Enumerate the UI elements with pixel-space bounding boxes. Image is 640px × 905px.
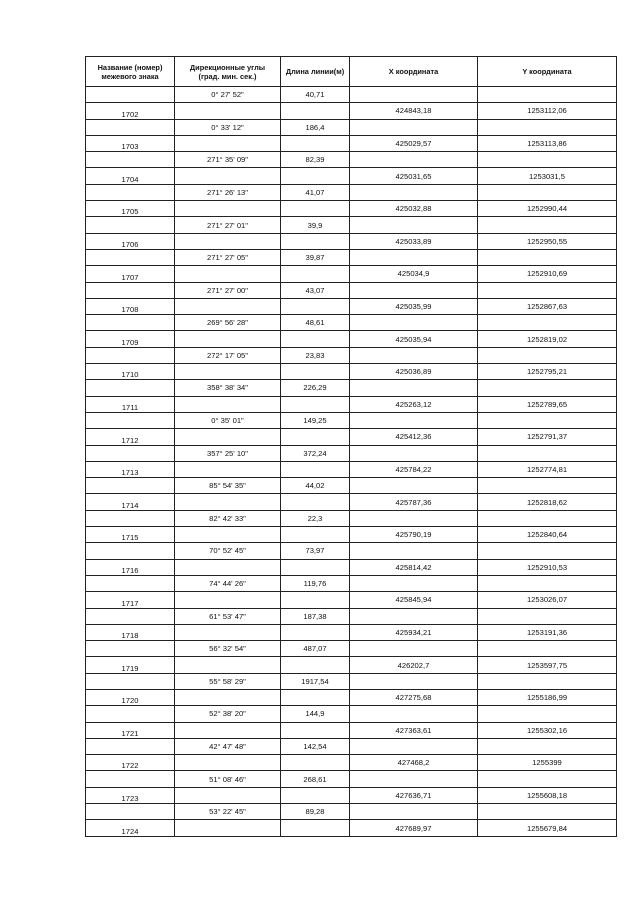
x-cell <box>350 380 478 396</box>
length-cell <box>281 135 350 151</box>
x-cell <box>350 282 478 298</box>
x-coordinate-cell: 425787,36 <box>350 494 478 510</box>
name-cell <box>86 347 175 363</box>
x-coordinate-cell: 425934,21 <box>350 624 478 640</box>
x-coordinate-cell: 425784,22 <box>350 461 478 477</box>
y-coordinate-cell: 1253113,86 <box>478 135 617 151</box>
x-coordinate-cell: 425412,36 <box>350 429 478 445</box>
length-cell <box>281 527 350 543</box>
angle-cell <box>175 429 281 445</box>
x-cell <box>350 771 478 787</box>
y-cell <box>478 217 617 233</box>
y-coordinate-cell: 1255608,18 <box>478 787 617 803</box>
x-cell <box>350 347 478 363</box>
table-row-segment <box>86 641 617 657</box>
angle-cell: 0° 33' 12" <box>175 119 281 135</box>
length-cell <box>281 168 350 184</box>
length-cell: 89,28 <box>281 804 350 820</box>
table-row-point <box>86 135 617 151</box>
x-coordinate-cell: 425036,89 <box>350 364 478 380</box>
angle-cell: 85° 54' 35" <box>175 478 281 494</box>
table-row-point <box>86 331 617 347</box>
table-body <box>86 87 617 837</box>
table-row-segment <box>86 152 617 168</box>
length-cell <box>281 624 350 640</box>
x-coordinate-cell: 425845,94 <box>350 592 478 608</box>
table-row-point <box>86 527 617 543</box>
y-cell <box>478 706 617 722</box>
y-coordinate-cell: 1252791,37 <box>478 429 617 445</box>
point-name-cell: 1715 <box>86 527 175 543</box>
angle-cell <box>175 592 281 608</box>
length-cell: 73,97 <box>281 543 350 559</box>
length-cell: 43,07 <box>281 282 350 298</box>
angle-cell <box>175 233 281 249</box>
x-cell <box>350 641 478 657</box>
length-cell: 48,61 <box>281 315 350 331</box>
y-coordinate-cell: 1252840,64 <box>478 527 617 543</box>
x-coordinate-cell: 425033,89 <box>350 233 478 249</box>
angle-cell <box>175 527 281 543</box>
length-cell <box>281 592 350 608</box>
length-cell: 41,07 <box>281 184 350 200</box>
angle-cell: 55° 58' 29" <box>175 673 281 689</box>
y-cell <box>478 738 617 754</box>
length-cell: 22,3 <box>281 510 350 526</box>
angle-cell <box>175 559 281 575</box>
length-cell: 39,87 <box>281 249 350 265</box>
name-cell <box>86 152 175 168</box>
x-cell <box>350 315 478 331</box>
angle-cell <box>175 364 281 380</box>
length-cell <box>281 559 350 575</box>
length-cell <box>281 461 350 477</box>
table-row-segment <box>86 249 617 265</box>
angle-cell <box>175 494 281 510</box>
table-row-point <box>86 233 617 249</box>
name-cell <box>86 412 175 428</box>
point-name-cell: 1709 <box>86 331 175 347</box>
x-cell <box>350 738 478 754</box>
point-name-cell: 1706 <box>86 233 175 249</box>
length-cell: 144,9 <box>281 706 350 722</box>
angle-cell <box>175 461 281 477</box>
y-cell <box>478 445 617 461</box>
angle-cell <box>175 168 281 184</box>
header-name: Название (номер) межевого знака <box>86 57 175 87</box>
length-cell: 187,38 <box>281 608 350 624</box>
angle-cell: 271° 35' 09" <box>175 152 281 168</box>
y-cell <box>478 478 617 494</box>
y-coordinate-cell: 1255679,84 <box>478 820 617 836</box>
angle-cell: 53° 22' 45" <box>175 804 281 820</box>
point-name-cell: 1711 <box>86 396 175 412</box>
table-row-segment <box>86 543 617 559</box>
y-cell <box>478 673 617 689</box>
table-row-point <box>86 755 617 771</box>
y-coordinate-cell: 1255302,16 <box>478 722 617 738</box>
x-coordinate-cell: 424843,18 <box>350 103 478 119</box>
angle-cell <box>175 624 281 640</box>
x-coordinate-cell: 426202,7 <box>350 657 478 673</box>
table-row-point <box>86 396 617 412</box>
name-cell <box>86 184 175 200</box>
y-cell <box>478 771 617 787</box>
length-cell <box>281 266 350 282</box>
point-name-cell: 1717 <box>86 592 175 608</box>
y-cell <box>478 152 617 168</box>
x-cell <box>350 543 478 559</box>
length-cell: 39,9 <box>281 217 350 233</box>
table-row-segment <box>86 412 617 428</box>
y-cell <box>478 608 617 624</box>
length-cell: 186,4 <box>281 119 350 135</box>
table-row-segment <box>86 771 617 787</box>
angle-cell <box>175 135 281 151</box>
x-coordinate-cell: 427468,2 <box>350 755 478 771</box>
point-name-cell: 1723 <box>86 787 175 803</box>
y-coordinate-cell: 1252819,02 <box>478 331 617 347</box>
point-name-cell: 1722 <box>86 755 175 771</box>
name-cell <box>86 804 175 820</box>
length-cell <box>281 103 350 119</box>
length-cell: 44,02 <box>281 478 350 494</box>
y-cell <box>478 184 617 200</box>
y-coordinate-cell: 1252867,63 <box>478 298 617 314</box>
x-cell <box>350 119 478 135</box>
length-cell: 23,83 <box>281 347 350 363</box>
y-coordinate-cell: 1253597,75 <box>478 657 617 673</box>
point-name-cell: 1705 <box>86 201 175 217</box>
y-cell <box>478 282 617 298</box>
table-row-segment <box>86 706 617 722</box>
y-cell <box>478 510 617 526</box>
point-name-cell: 1703 <box>86 135 175 151</box>
x-coordinate-cell: 427636,71 <box>350 787 478 803</box>
x-cell <box>350 217 478 233</box>
angle-cell: 271° 27' 01" <box>175 217 281 233</box>
table-row-point <box>86 298 617 314</box>
table-row-segment <box>86 347 617 363</box>
angle-cell <box>175 722 281 738</box>
length-cell <box>281 429 350 445</box>
table-row-segment <box>86 119 617 135</box>
angle-cell: 271° 27' 05" <box>175 249 281 265</box>
length-cell <box>281 396 350 412</box>
x-coordinate-cell: 425031,65 <box>350 168 478 184</box>
y-cell <box>478 249 617 265</box>
table-row-point <box>86 657 617 673</box>
angle-cell: 272° 17' 05" <box>175 347 281 363</box>
y-cell <box>478 380 617 396</box>
angle-cell <box>175 820 281 836</box>
name-cell <box>86 380 175 396</box>
x-coordinate-cell: 425790,19 <box>350 527 478 543</box>
name-cell <box>86 478 175 494</box>
point-name-cell: 1714 <box>86 494 175 510</box>
name-cell <box>86 217 175 233</box>
y-coordinate-cell: 1252789,65 <box>478 396 617 412</box>
angle-cell <box>175 298 281 314</box>
length-cell <box>281 722 350 738</box>
angle-cell: 51° 08' 46" <box>175 771 281 787</box>
length-cell: 142,54 <box>281 738 350 754</box>
length-cell <box>281 331 350 347</box>
angle-cell <box>175 396 281 412</box>
y-coordinate-cell: 1253112,06 <box>478 103 617 119</box>
table-row-segment <box>86 217 617 233</box>
angle-cell: 61° 53' 47" <box>175 608 281 624</box>
name-cell <box>86 119 175 135</box>
name-cell <box>86 771 175 787</box>
angle-cell: 0° 35' 01" <box>175 412 281 428</box>
angle-cell: 74° 44' 26" <box>175 575 281 591</box>
angle-cell: 70° 52' 45" <box>175 543 281 559</box>
boundary-coordinates-table <box>85 56 617 837</box>
y-coordinate-cell: 1252818,62 <box>478 494 617 510</box>
table-row-point <box>86 201 617 217</box>
angle-cell: 82° 42' 33" <box>175 510 281 526</box>
name-cell <box>86 575 175 591</box>
length-cell <box>281 755 350 771</box>
angle-cell: 357° 25' 10" <box>175 445 281 461</box>
y-coordinate-cell: 1252910,53 <box>478 559 617 575</box>
name-cell <box>86 608 175 624</box>
table-row-segment <box>86 510 617 526</box>
length-cell <box>281 494 350 510</box>
x-coordinate-cell: 425035,94 <box>350 331 478 347</box>
table-row-segment <box>86 380 617 396</box>
header-length: Длина линии(м) <box>281 57 350 87</box>
y-coordinate-cell: 1253026,07 <box>478 592 617 608</box>
table-row-point <box>86 592 617 608</box>
angle-cell: 56° 32' 54" <box>175 641 281 657</box>
point-name-cell: 1719 <box>86 657 175 673</box>
y-coordinate-cell: 1252990,44 <box>478 201 617 217</box>
y-coordinate-cell: 1255399 <box>478 755 617 771</box>
y-cell <box>478 315 617 331</box>
length-cell <box>281 689 350 705</box>
table-row-segment <box>86 315 617 331</box>
table-row-point <box>86 429 617 445</box>
y-cell <box>478 412 617 428</box>
table-row-segment <box>86 87 617 103</box>
name-cell <box>86 445 175 461</box>
x-cell <box>350 673 478 689</box>
header-angles: Дирекционные углы (град. мин. сек.) <box>175 57 281 87</box>
point-name-cell: 1720 <box>86 689 175 705</box>
name-cell <box>86 738 175 754</box>
angle-cell <box>175 657 281 673</box>
length-cell: 119,76 <box>281 575 350 591</box>
y-cell <box>478 347 617 363</box>
table-row-point <box>86 364 617 380</box>
angle-cell: 271° 27' 00" <box>175 282 281 298</box>
y-cell <box>478 641 617 657</box>
x-cell <box>350 87 478 103</box>
name-cell <box>86 87 175 103</box>
header-x: X координата <box>350 57 478 87</box>
x-cell <box>350 510 478 526</box>
table-row-segment <box>86 445 617 461</box>
angle-cell: 358° 38' 34" <box>175 380 281 396</box>
x-cell <box>350 608 478 624</box>
name-cell <box>86 641 175 657</box>
angle-cell: 42° 47' 48" <box>175 738 281 754</box>
angle-cell <box>175 787 281 803</box>
x-coordinate-cell: 425814,42 <box>350 559 478 575</box>
angle-cell <box>175 103 281 119</box>
y-cell <box>478 87 617 103</box>
x-cell <box>350 249 478 265</box>
length-cell <box>281 787 350 803</box>
table-row-segment <box>86 184 617 200</box>
y-coordinate-cell: 1252910,69 <box>478 266 617 282</box>
table-row-point <box>86 689 617 705</box>
name-cell <box>86 510 175 526</box>
angle-cell <box>175 331 281 347</box>
x-cell <box>350 575 478 591</box>
table-row-segment <box>86 738 617 754</box>
x-cell <box>350 706 478 722</box>
table-row-point <box>86 168 617 184</box>
x-coordinate-cell: 427363,61 <box>350 722 478 738</box>
table-row-segment <box>86 575 617 591</box>
y-coordinate-cell: 1253191,36 <box>478 624 617 640</box>
angle-cell: 0° 27' 52" <box>175 87 281 103</box>
length-cell: 268,61 <box>281 771 350 787</box>
x-coordinate-cell: 425034,9 <box>350 266 478 282</box>
x-cell <box>350 152 478 168</box>
angle-cell <box>175 266 281 282</box>
table-row-segment <box>86 673 617 689</box>
x-coordinate-cell: 425032,88 <box>350 201 478 217</box>
x-coordinate-cell: 427689,97 <box>350 820 478 836</box>
table-row-point <box>86 787 617 803</box>
angle-cell <box>175 689 281 705</box>
y-cell <box>478 575 617 591</box>
point-name-cell: 1710 <box>86 364 175 380</box>
length-cell: 82,39 <box>281 152 350 168</box>
angle-cell: 271° 26' 13" <box>175 184 281 200</box>
name-cell <box>86 249 175 265</box>
length-cell <box>281 657 350 673</box>
table-row-segment <box>86 282 617 298</box>
y-coordinate-cell: 1252795,21 <box>478 364 617 380</box>
table-row-segment <box>86 608 617 624</box>
length-cell: 1917,54 <box>281 673 350 689</box>
table-row-segment <box>86 478 617 494</box>
header-y: Y координата <box>478 57 617 87</box>
length-cell: 372,24 <box>281 445 350 461</box>
length-cell <box>281 298 350 314</box>
angle-cell <box>175 755 281 771</box>
y-coordinate-cell: 1253031,5 <box>478 168 617 184</box>
y-coordinate-cell: 1252774,81 <box>478 461 617 477</box>
x-cell <box>350 478 478 494</box>
point-name-cell: 1724 <box>86 820 175 836</box>
x-cell <box>350 445 478 461</box>
length-cell: 226,29 <box>281 380 350 396</box>
y-coordinate-cell: 1252950,55 <box>478 233 617 249</box>
x-cell <box>350 184 478 200</box>
point-name-cell: 1713 <box>86 461 175 477</box>
point-name-cell: 1707 <box>86 266 175 282</box>
length-cell <box>281 201 350 217</box>
length-cell <box>281 233 350 249</box>
name-cell <box>86 282 175 298</box>
x-coordinate-cell: 425035,99 <box>350 298 478 314</box>
point-name-cell: 1702 <box>86 103 175 119</box>
angle-cell <box>175 201 281 217</box>
table-row-point <box>86 624 617 640</box>
header-row <box>86 57 617 87</box>
table-row-point <box>86 461 617 477</box>
name-cell <box>86 543 175 559</box>
y-coordinate-cell: 1255186,99 <box>478 689 617 705</box>
y-cell <box>478 543 617 559</box>
table-row-point <box>86 494 617 510</box>
name-cell <box>86 706 175 722</box>
length-cell <box>281 364 350 380</box>
length-cell: 149,25 <box>281 412 350 428</box>
length-cell: 487,07 <box>281 641 350 657</box>
table-row-point <box>86 559 617 575</box>
length-cell <box>281 820 350 836</box>
angle-cell: 52° 38' 20" <box>175 706 281 722</box>
point-name-cell: 1712 <box>86 429 175 445</box>
point-name-cell: 1708 <box>86 298 175 314</box>
y-cell <box>478 804 617 820</box>
x-cell <box>350 412 478 428</box>
point-name-cell: 1718 <box>86 624 175 640</box>
point-name-cell: 1704 <box>86 168 175 184</box>
angle-cell: 269° 56' 28" <box>175 315 281 331</box>
x-coordinate-cell: 425029,57 <box>350 135 478 151</box>
x-coordinate-cell: 427275,68 <box>350 689 478 705</box>
y-cell <box>478 119 617 135</box>
x-coordinate-cell: 425263,12 <box>350 396 478 412</box>
table-row-point <box>86 722 617 738</box>
table-row-point <box>86 103 617 119</box>
table-row-point <box>86 820 617 836</box>
point-name-cell: 1716 <box>86 559 175 575</box>
table-row-segment <box>86 804 617 820</box>
name-cell <box>86 315 175 331</box>
name-cell <box>86 673 175 689</box>
x-cell <box>350 804 478 820</box>
length-cell: 40,71 <box>281 87 350 103</box>
table-row-point <box>86 266 617 282</box>
point-name-cell: 1721 <box>86 722 175 738</box>
